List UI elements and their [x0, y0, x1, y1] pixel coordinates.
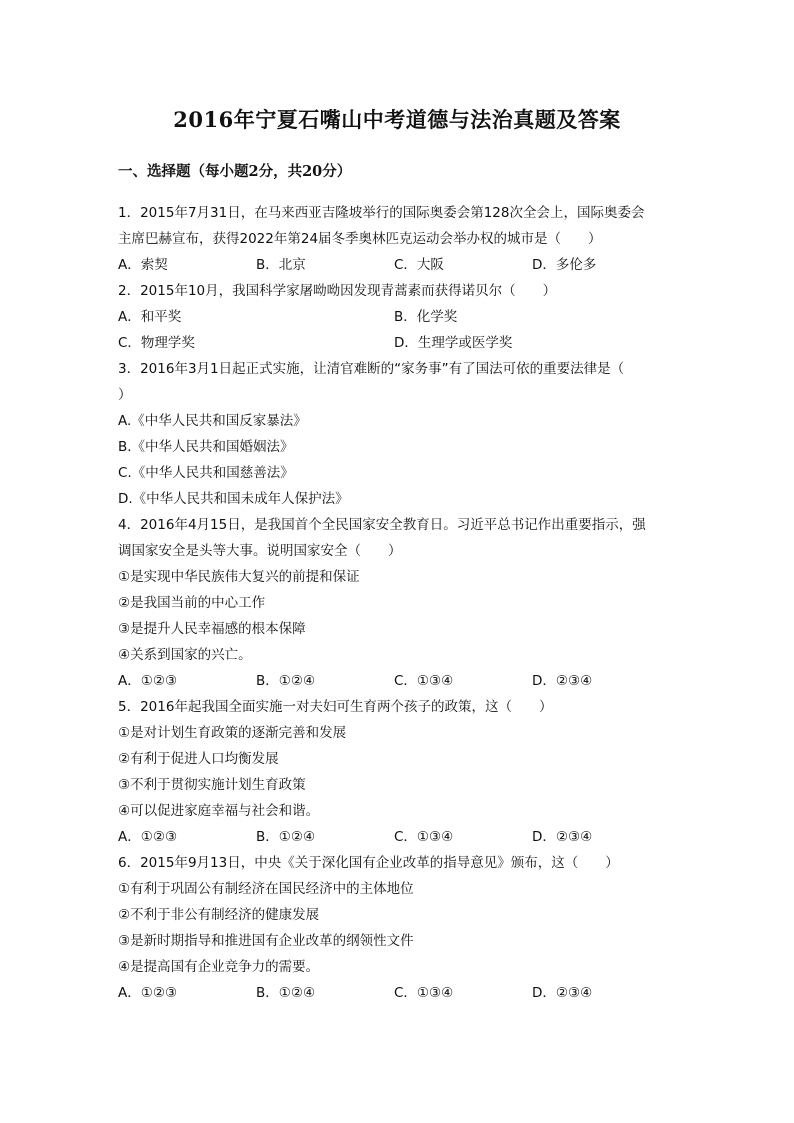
- question-stem: ）: [118, 387, 132, 403]
- option-d: D．②③④: [532, 829, 593, 845]
- question-stem: 主席巴赫宣布，获得2022年第24届冬季奥林匹克运动会举办权的城市是（ ）: [118, 231, 602, 247]
- option-a: A．和平奖: [118, 309, 182, 325]
- option-d: D.《中华人民共和国未成年人保护法》: [118, 491, 349, 507]
- option-b: B．①②④: [256, 985, 316, 1001]
- option-c: C．大阪: [394, 257, 444, 273]
- section-heading: 一、选择题（每小题2分，共20分）: [118, 163, 352, 180]
- question-2: [118, 278, 678, 356]
- question-5: [118, 694, 678, 850]
- question-stem: 调国家安全是头等大事。说明国家安全（ ）: [118, 543, 402, 559]
- page-title: 2016年宁夏石嘴山中考道德与法治真题及答案: [173, 107, 621, 132]
- question-stem: 2．2015年10月，我国科学家屠呦呦因发现青蒿素而获得诺贝尔（ ）: [118, 283, 557, 299]
- option-a: A．①②③: [118, 985, 178, 1001]
- question-stem: 4．2016年4月15日，是我国首个全民国家安全教育日。习近平总书记作出重要指示，强: [118, 517, 646, 533]
- answer-options: [118, 824, 678, 850]
- statement: ④关系到国家的兴亡。: [118, 647, 252, 663]
- option-b: B．①②④: [256, 829, 316, 845]
- option-c: C．物理学奖: [118, 335, 195, 351]
- question-1: [118, 200, 678, 278]
- question-4: [118, 512, 678, 694]
- option-d: D．②③④: [532, 985, 593, 1001]
- answer-options: [118, 980, 678, 1006]
- option-a: A．①②③: [118, 673, 178, 689]
- statement: ②是我国当前的中心工作: [118, 595, 266, 611]
- question-stem: 5．2016年起我国全面实施一对夫妇可生育两个孩子的政策，这（ ）: [118, 699, 553, 715]
- option-c: C．①③④: [394, 673, 454, 689]
- option-d: D．②③④: [532, 673, 593, 689]
- option-c: C.《中华人民共和国慈善法》: [118, 465, 294, 481]
- option-d: D．生理学或医学奖: [394, 335, 513, 351]
- option-b: B．北京: [256, 257, 306, 273]
- question-stem: 6．2015年9月13日，中央《关于深化国有企业改革的指导意见》颁布，这（ ）: [118, 855, 619, 871]
- statement: ③是提升人民幸福感的根本保障: [118, 621, 306, 637]
- statement: ①有利于巩固公有制经济在国民经济中的主体地位: [118, 881, 414, 897]
- option-a: A．①②③: [118, 829, 178, 845]
- answer-options: [118, 668, 678, 694]
- statement: ①是对计划生育政策的逐渐完善和发展: [118, 725, 347, 741]
- option-b: B．化学奖: [394, 309, 458, 325]
- option-b: B．①②④: [256, 673, 316, 689]
- option-d: D．多伦多: [532, 257, 597, 273]
- statement: ①是实现中华民族伟大复兴的前提和保证: [118, 569, 360, 585]
- option-c: C．①③④: [394, 985, 454, 1001]
- question-list: [118, 200, 678, 1006]
- statement: ③不利于贯彻实施计划生育政策: [118, 777, 306, 793]
- statement: ④是提高国有企业竞争力的需要。: [118, 959, 320, 975]
- answer-options: [118, 330, 678, 356]
- option-b: B.《中华人民共和国婚姻法》: [118, 439, 294, 455]
- option-a: A.《中华人民共和国反家暴法》: [118, 413, 307, 429]
- statement: ③是新时期指导和推进国有企业改革的纲领性文件: [118, 933, 414, 949]
- question-6: [118, 850, 678, 1006]
- option-c: C．①③④: [394, 829, 454, 845]
- option-a: A．索契: [118, 257, 168, 273]
- statement: ④可以促进家庭幸福与社会和谐。: [118, 803, 320, 819]
- answer-options: [118, 252, 678, 278]
- question-stem: 3．2016年3月1日起正式实施，让清官难断的“家务事”有了国法可依的重要法律是（: [118, 361, 625, 377]
- statement: ②有利于促进人口均衡发展: [118, 751, 279, 767]
- answer-options: [118, 304, 678, 330]
- question-3: [118, 356, 678, 512]
- question-stem: 1．2015年7月31日，在马来西亚吉隆坡举行的国际奥委会第128次全会上，国际奥委会: [118, 205, 645, 221]
- statement: ②不利于非公有制经济的健康发展: [118, 907, 320, 923]
